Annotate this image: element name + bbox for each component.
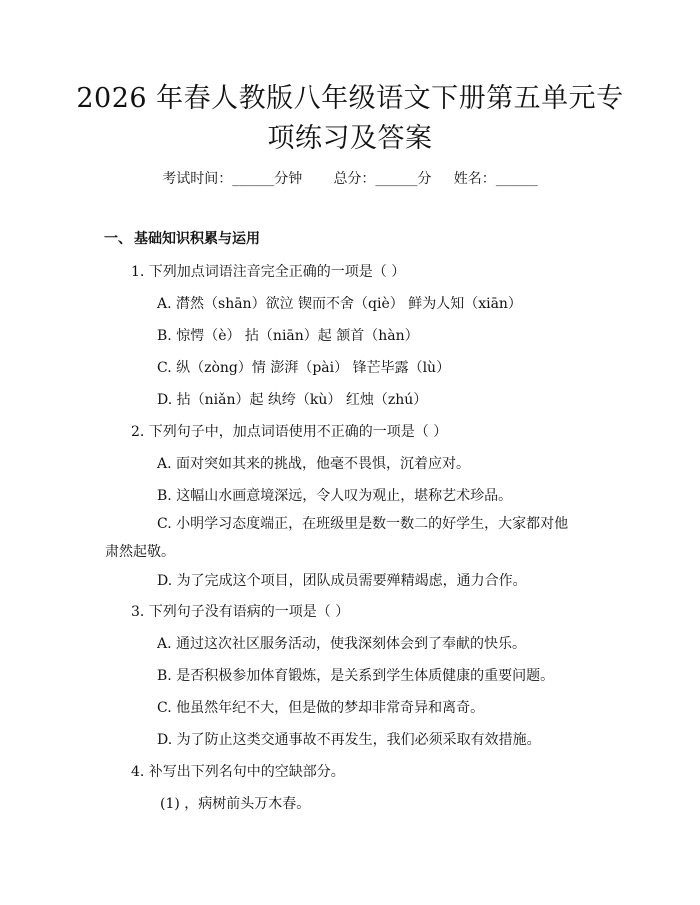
section-heading [104,228,260,248]
question-stem: 3. 下列句子没有语病的一项是（ ） [131,604,350,620]
question-stem: 2. 下列句子中，加点词语使用不正确的一项是（ ） [131,424,448,440]
total-score-field: 总分：______分 [333,171,432,187]
exam-meta [0,168,700,188]
document-title-line-2: 项练习及答案 [267,123,433,154]
question-stem: 1. 下列加点词语注音完全正确的一项是（ ） [131,264,406,280]
question-option: C. 小明学习态度端正，在班级里是数一数二的好学生，大家都对他肃然起敬。 [105,516,569,560]
question-option: A. 通过这次社区服务活动，使我深刻体会到了奉献的快乐。 [157,636,527,652]
question-option: A. 潸然（shān）欲泣 锲而不舍（qiè） 鲜为人知（xiān） [157,296,522,312]
question-option: C. 纵（zòng）情 澎湃（pài） 锋芒毕露（lù） [157,360,451,376]
question-option: B. 惊愕（è） 拈（niān）起 颔首（hàn） [157,328,419,344]
exam-time-field: 考试时间：______分钟 [162,171,303,187]
question-option: D. 为了完成这个项目，团队成员需要殚精竭虑，通力合作。 [157,573,527,589]
question-stem: 4. 补写出下列名句中的空缺部分。 [131,764,345,780]
question-option: C. 他虽然年纪不大，但是做的梦却非常奇异和离奇。 [157,700,485,716]
question-option: B. 这幅山水画意境深远，令人叹为观止，堪称艺术珍品。 [157,488,513,504]
question-option: A. 面对突如其来的挑战，他毫不畏惧，沉着应对。 [157,456,471,472]
question-option: D. 为了防止这类交通事故不再发生，我们必须采取有效措施。 [157,732,541,748]
question-option: D. 拈（niǎn）起 纨绔（kù） 红烛（zhú） [157,392,428,408]
question-option: B. 是否积极参加体育锻炼，是关系到学生体质健康的重要问题。 [157,668,555,684]
name-field: 姓名：______ [453,171,538,187]
section-number: 一、 [104,231,132,247]
section-title: 基础知识积累与运用 [134,231,260,247]
question-option: (1) ，病树前头万木春。 [160,796,311,812]
document-title-line-1: 2026 年春人教版八年级语文下册第五单元专 [76,83,624,114]
